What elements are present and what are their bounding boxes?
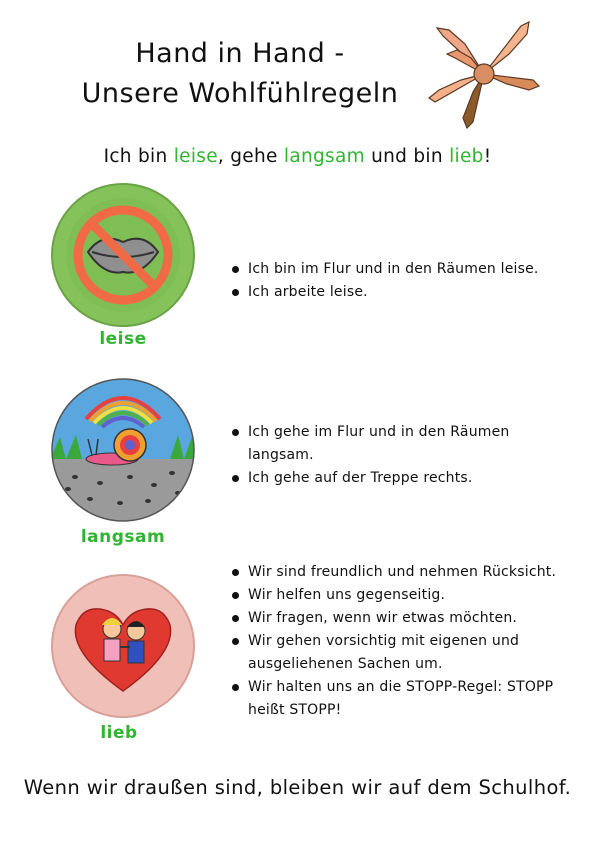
no-talking-icon <box>50 182 196 328</box>
heart-children-icon <box>50 573 196 719</box>
rule-item: Wir sind freundlich und nehmen Rücksicht. <box>228 561 558 584</box>
motto-keyword-langsam: langsam <box>283 146 365 167</box>
rules-list-lieb <box>228 561 558 722</box>
motto-text-2: , gehe <box>217 146 284 167</box>
title-line-2: Unsere Wohlfühlregeln <box>81 78 399 109</box>
rule-item: Wir gehen vorsichtig mit eigenen und ausgeliehenen Sachen um. <box>228 630 558 676</box>
rules-list-leise <box>228 258 558 304</box>
rule-item: Wir helfen uns gegenseitig. <box>228 584 558 607</box>
rule-item: Ich gehe auf der Treppe rechts. <box>228 467 558 490</box>
rule-item: Wir halten uns an die STOPP-Regel: STOPP heißt STOPP! <box>228 676 558 722</box>
motto-text-3: und bin <box>364 146 450 167</box>
motto-text-4: ! <box>483 146 492 167</box>
hands-together-icon <box>425 14 543 132</box>
section-label-langsam: langsam <box>80 527 166 547</box>
motto-keyword-lieb: lieb <box>449 146 484 167</box>
page-title <box>60 34 420 114</box>
section-label-leise: leise <box>99 329 147 349</box>
rule-item: Ich gehe im Flur und in den Räumen langsam. <box>228 421 558 467</box>
snail-rainbow-icon <box>50 377 196 523</box>
section-label-lieb: lieb <box>100 723 138 743</box>
motto-text-1: Ich bin <box>103 146 174 167</box>
rule-item: Ich arbeite leise. <box>228 281 558 304</box>
rule-item: Wir fragen, wenn wir etwas möchten. <box>228 607 558 630</box>
title-line-1: Hand in Hand - <box>135 38 345 69</box>
motto-line <box>0 146 595 167</box>
rule-item: Ich bin im Flur und in den Räumen leise. <box>228 258 558 281</box>
rules-list-langsam <box>228 421 558 490</box>
motto-keyword-leise: leise <box>173 146 218 167</box>
footer-note: Wenn wir draußen sind, bleiben wir auf dem Schulhof. <box>23 776 572 799</box>
